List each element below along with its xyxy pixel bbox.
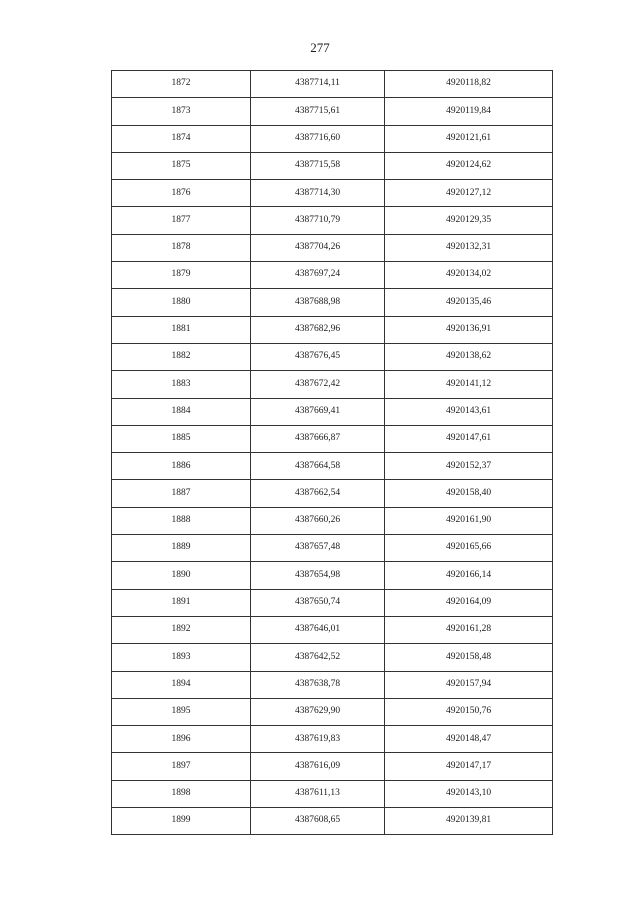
point-number-cell: 1879 bbox=[112, 262, 251, 289]
y-coordinate-cell: 4920158,48 bbox=[385, 644, 553, 671]
y-coordinate-cell: 4920138,62 bbox=[385, 343, 553, 370]
x-coordinate-cell: 4387646,01 bbox=[251, 616, 385, 643]
x-coordinate-cell: 4387619,83 bbox=[251, 726, 385, 753]
y-coordinate-cell: 4920161,90 bbox=[385, 507, 553, 534]
point-number-cell: 1881 bbox=[112, 316, 251, 343]
point-number-cell: 1884 bbox=[112, 398, 251, 425]
point-number-cell: 1896 bbox=[112, 726, 251, 753]
y-coordinate-cell: 4920147,17 bbox=[385, 753, 553, 780]
table-row bbox=[112, 780, 553, 807]
table-row bbox=[112, 753, 553, 780]
point-number-cell: 1897 bbox=[112, 753, 251, 780]
x-coordinate-cell: 4387664,58 bbox=[251, 453, 385, 480]
point-number-cell: 1890 bbox=[112, 562, 251, 589]
point-number-cell: 1875 bbox=[112, 152, 251, 179]
table-row bbox=[112, 207, 553, 234]
table-row bbox=[112, 644, 553, 671]
point-number-cell: 1876 bbox=[112, 180, 251, 207]
y-coordinate-cell: 4920118,82 bbox=[385, 71, 553, 98]
table-row bbox=[112, 371, 553, 398]
point-number-cell: 1882 bbox=[112, 343, 251, 370]
x-coordinate-cell: 4387714,30 bbox=[251, 180, 385, 207]
y-coordinate-cell: 4920136,91 bbox=[385, 316, 553, 343]
y-coordinate-cell: 4920134,02 bbox=[385, 262, 553, 289]
y-coordinate-cell: 4920127,12 bbox=[385, 180, 553, 207]
x-coordinate-cell: 4387697,24 bbox=[251, 262, 385, 289]
y-coordinate-cell: 4920147,61 bbox=[385, 425, 553, 452]
x-coordinate-cell: 4387669,41 bbox=[251, 398, 385, 425]
y-coordinate-cell: 4920164,09 bbox=[385, 589, 553, 616]
table-row bbox=[112, 180, 553, 207]
x-coordinate-cell: 4387662,54 bbox=[251, 480, 385, 507]
y-coordinate-cell: 4920119,84 bbox=[385, 98, 553, 125]
x-coordinate-cell: 4387716,60 bbox=[251, 125, 385, 152]
point-number-cell: 1873 bbox=[112, 98, 251, 125]
table-row bbox=[112, 289, 553, 316]
y-coordinate-cell: 4920135,46 bbox=[385, 289, 553, 316]
y-coordinate-cell: 4920158,40 bbox=[385, 480, 553, 507]
table-row bbox=[112, 671, 553, 698]
x-coordinate-cell: 4387629,90 bbox=[251, 698, 385, 725]
y-coordinate-cell: 4920129,35 bbox=[385, 207, 553, 234]
point-number-cell: 1878 bbox=[112, 234, 251, 261]
table-row bbox=[112, 535, 553, 562]
point-number-cell: 1893 bbox=[112, 644, 251, 671]
table-row bbox=[112, 98, 553, 125]
x-coordinate-cell: 4387608,65 bbox=[251, 808, 385, 835]
x-coordinate-cell: 4387715,58 bbox=[251, 152, 385, 179]
table-row bbox=[112, 616, 553, 643]
y-coordinate-cell: 4920143,10 bbox=[385, 780, 553, 807]
y-coordinate-cell: 4920143,61 bbox=[385, 398, 553, 425]
x-coordinate-cell: 4387682,96 bbox=[251, 316, 385, 343]
point-number-cell: 1886 bbox=[112, 453, 251, 480]
y-coordinate-cell: 4920124,62 bbox=[385, 152, 553, 179]
table-row bbox=[112, 425, 553, 452]
coordinates-table-body bbox=[112, 71, 553, 835]
y-coordinate-cell: 4920132,31 bbox=[385, 234, 553, 261]
table-row bbox=[112, 480, 553, 507]
y-coordinate-cell: 4920152,37 bbox=[385, 453, 553, 480]
point-number-cell: 1874 bbox=[112, 125, 251, 152]
x-coordinate-cell: 4387676,45 bbox=[251, 343, 385, 370]
y-coordinate-cell: 4920148,47 bbox=[385, 726, 553, 753]
x-coordinate-cell: 4387666,87 bbox=[251, 425, 385, 452]
table-row bbox=[112, 562, 553, 589]
y-coordinate-cell: 4920165,66 bbox=[385, 535, 553, 562]
point-number-cell: 1899 bbox=[112, 808, 251, 835]
point-number-cell: 1891 bbox=[112, 589, 251, 616]
point-number-cell: 1889 bbox=[112, 535, 251, 562]
x-coordinate-cell: 4387688,98 bbox=[251, 289, 385, 316]
point-number-cell: 1885 bbox=[112, 425, 251, 452]
table-row bbox=[112, 398, 553, 425]
x-coordinate-cell: 4387704,26 bbox=[251, 234, 385, 261]
x-coordinate-cell: 4387616,09 bbox=[251, 753, 385, 780]
x-coordinate-cell: 4387710,79 bbox=[251, 207, 385, 234]
table-row bbox=[112, 507, 553, 534]
y-coordinate-cell: 4920157,94 bbox=[385, 671, 553, 698]
point-number-cell: 1888 bbox=[112, 507, 251, 534]
table-row bbox=[112, 453, 553, 480]
x-coordinate-cell: 4387654,98 bbox=[251, 562, 385, 589]
table-row bbox=[112, 589, 553, 616]
y-coordinate-cell: 4920141,12 bbox=[385, 371, 553, 398]
table-row bbox=[112, 698, 553, 725]
table-row bbox=[112, 125, 553, 152]
y-coordinate-cell: 4920166,14 bbox=[385, 562, 553, 589]
table-row bbox=[112, 262, 553, 289]
x-coordinate-cell: 4387642,52 bbox=[251, 644, 385, 671]
x-coordinate-cell: 4387638,78 bbox=[251, 671, 385, 698]
table-row bbox=[112, 234, 553, 261]
x-coordinate-cell: 4387657,48 bbox=[251, 535, 385, 562]
table-row bbox=[112, 343, 553, 370]
point-number-cell: 1880 bbox=[112, 289, 251, 316]
point-number-cell: 1872 bbox=[112, 71, 251, 98]
point-number-cell: 1883 bbox=[112, 371, 251, 398]
point-number-cell: 1892 bbox=[112, 616, 251, 643]
table-row bbox=[112, 71, 553, 98]
table-row bbox=[112, 808, 553, 835]
point-number-cell: 1898 bbox=[112, 780, 251, 807]
y-coordinate-cell: 4920161,28 bbox=[385, 616, 553, 643]
point-number-cell: 1895 bbox=[112, 698, 251, 725]
point-number-cell: 1894 bbox=[112, 671, 251, 698]
x-coordinate-cell: 4387715,61 bbox=[251, 98, 385, 125]
y-coordinate-cell: 4920121,61 bbox=[385, 125, 553, 152]
table-row bbox=[112, 152, 553, 179]
y-coordinate-cell: 4920150,76 bbox=[385, 698, 553, 725]
coordinates-table bbox=[111, 70, 553, 835]
table-row bbox=[112, 316, 553, 343]
x-coordinate-cell: 4387672,42 bbox=[251, 371, 385, 398]
x-coordinate-cell: 4387650,74 bbox=[251, 589, 385, 616]
y-coordinate-cell: 4920139,81 bbox=[385, 808, 553, 835]
table-row bbox=[112, 726, 553, 753]
x-coordinate-cell: 4387611,13 bbox=[251, 780, 385, 807]
point-number-cell: 1887 bbox=[112, 480, 251, 507]
x-coordinate-cell: 4387714,11 bbox=[251, 71, 385, 98]
point-number-cell: 1877 bbox=[112, 207, 251, 234]
page-number: 277 bbox=[310, 40, 330, 55]
x-coordinate-cell: 4387660,26 bbox=[251, 507, 385, 534]
